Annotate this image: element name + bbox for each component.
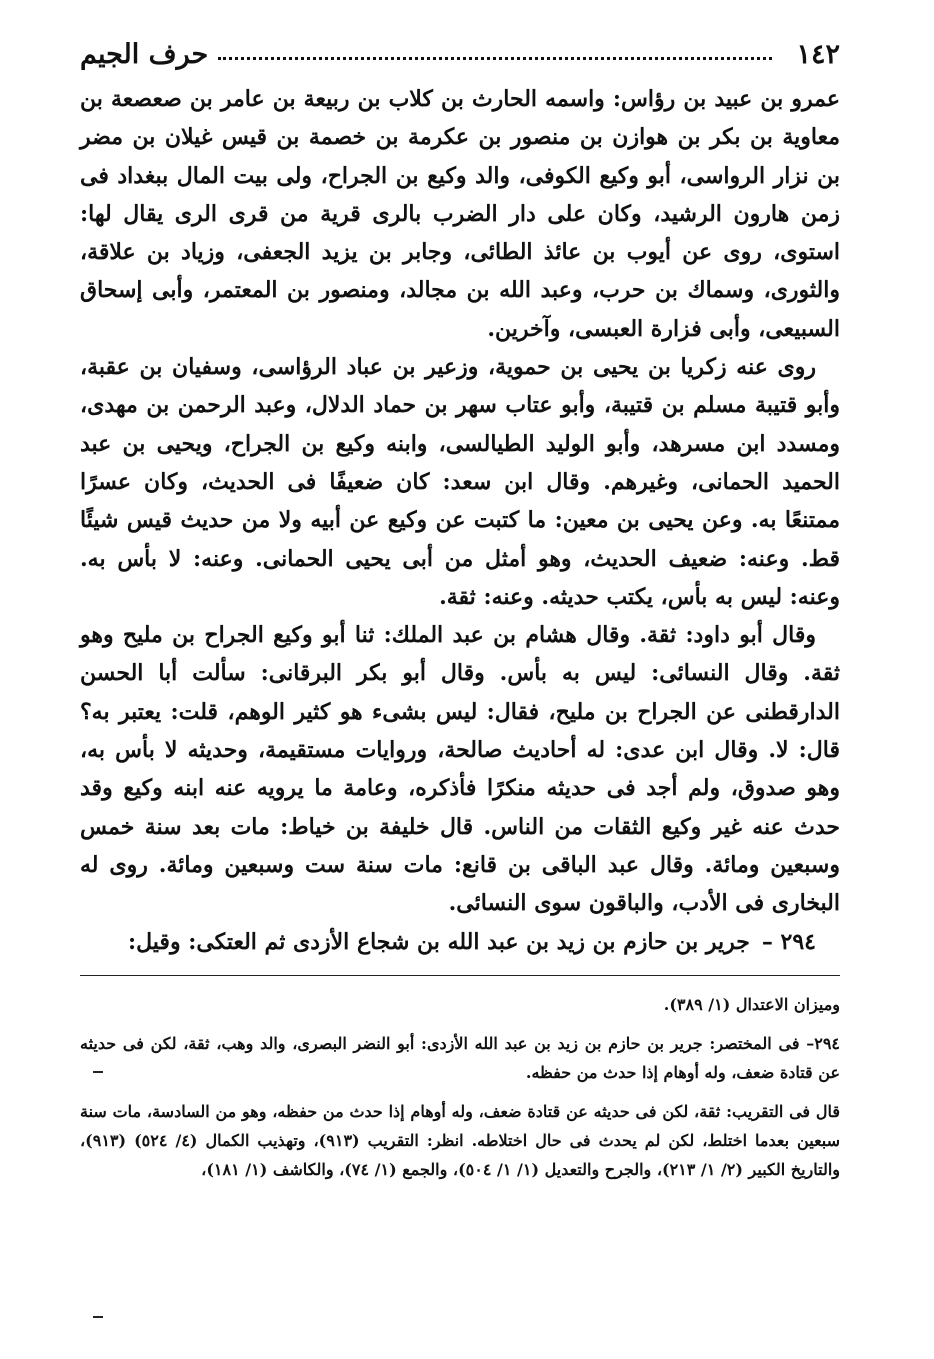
entry-number: ٢٩٤ – <box>761 928 816 955</box>
paragraph: وقال أبو داود: ثقة. وقال هشام بن عبد الملك: ثنا أبو وكيع الجراح بن مليح وهو ثقة. وقال النسائى: ليس به بأس. وقال أبو بكر البرقانى: سألت أبا الحسن الدارقطنى عن الجراح بن مليح، فقال: ليس بشىء هو كثير الوهم، قلت: يعتبر به؟ قال: لا. وقال ابن عدى: له أحاديث صالحة، وروايات مستقيمة، وحديثه لا بأس به، وهو صدوق، ولم أجد فى حديثه منكرًا فأذكره، وعامة ما يرويه عنه ابنه وكيع وقد حدث عنه غير وكيع الثقات من الناس. قال خليفة بن خياط: مات بعد سنة خمس وسبعين ومائة. وقال عبد الباقى بن قانع: مات سنة ست وسبعين ومائة. روى له البخارى فى الأدب، والباقون سوى النسائى. <box>80 622 841 917</box>
entry-heading <box>80 923 840 961</box>
footnote: ٢٩٤– فى المختصر: جرير بن حازم بن زيد بن عبد الله الأزدى: أبو النضر البصرى، والد وهب، ثقة، لكن فى حديثه عن قتادة ضعف، وله أوهام إذا حدث من حفظه. <box>80 1033 840 1082</box>
main-text <box>80 80 840 961</box>
footnotes <box>80 990 840 1184</box>
footnote: وميزان الاعتدال (١/ ٣٨٩). <box>663 994 840 1014</box>
margin-mark <box>93 1316 103 1318</box>
header-dotted-leader <box>218 57 772 60</box>
margin-mark <box>93 1071 103 1073</box>
entry-title: جرير بن حازم بن زيد بن عبد الله بن شجاع الأزدى ثم العتكى: وقيل: <box>128 928 750 955</box>
page-number: ١٤٢ <box>796 38 840 70</box>
paragraph: عمرو بن عبيد بن رؤاس: واسمه الحارث بن كلاب بن ربيعة بن عامر بن صعصعة بن معاوية بن بكر بن هوازن بن منصور بن عكرمة بن خصمة بن قيس غيلان بن مضر بن نزار الرواسى، أبو وكيع الكوفى، والد وكيع بن الجراح، ولى بيت المال ببغداد فى زمن هارون الرشيد، وكان على دار الضرب بالرى قرية من قرى الرى يقال لها: استوى، روى عن أيوب بن عائذ الطائى، وجابر بن يزيد الجعفى، وزياد بن علاقة، والثورى، وسماك بن حرب، وعبد الله بن مجالد، ومنصور بن المعتمر، وأبى إسحاق السبيعى، وأبى فزارة العبسى، وآخرين. <box>80 86 840 342</box>
paragraph: روى عنه زكريا بن يحيى بن حموية، وزعير بن عباد الرؤاسى، وسفيان بن عقبة، وأبو قتيبة مسلم بن قتيبة، وأبو عتاب سهر بن حماد الدلال، وعبد الرحمن بن مهدى، ومسدد ابن مسرهد، وأبو الوليد الطيالسى، وابنه وكيع بن الجراح، ويحيى بن عبد الحميد الحمانى، وغيرهم. وقال ابن سعد: كان ضعيفًا فى الحديث، وكان عسرًا ممتنعًا به. وعن يحيى بن معين: ما كتبت عن وكيع عن أبيه ولا من حديث قيس شيئًا قط. وعنه: ضعيف الحديث، وهو أمثل من أبى يحيى الحمانى. وعنه: لا بأس به. وعنه: ليس به بأس، يكتب حديثه. وعنه: ثقة. <box>80 354 840 610</box>
chapter-title: حرف الجيم <box>80 38 209 70</box>
page-header <box>80 28 840 80</box>
footnote: قال فى التقريب: ثقة، لكن فى حديثه عن قتادة ضعف، وله أوهام إذا حدث من حفظه، وهو من السادسة، مات سنة سبعين بعدما اختلط، لكن لم يحدث فى حال اختلاطه. انظر: التقريب (٩١٣)، وتهذيب الكمال (٤/ ٥٢٤) (٩١٣)، والتاريخ الكبير (٢/ ١/ ٢١٣)، والجرح والتعديل (١/ ١/ ٥٠٤)، والجمع (١/ ٧٤)، والكاشف (١/ ١٨١)، <box>80 1101 841 1179</box>
footnote-divider <box>80 975 840 976</box>
book-page <box>80 28 840 1184</box>
